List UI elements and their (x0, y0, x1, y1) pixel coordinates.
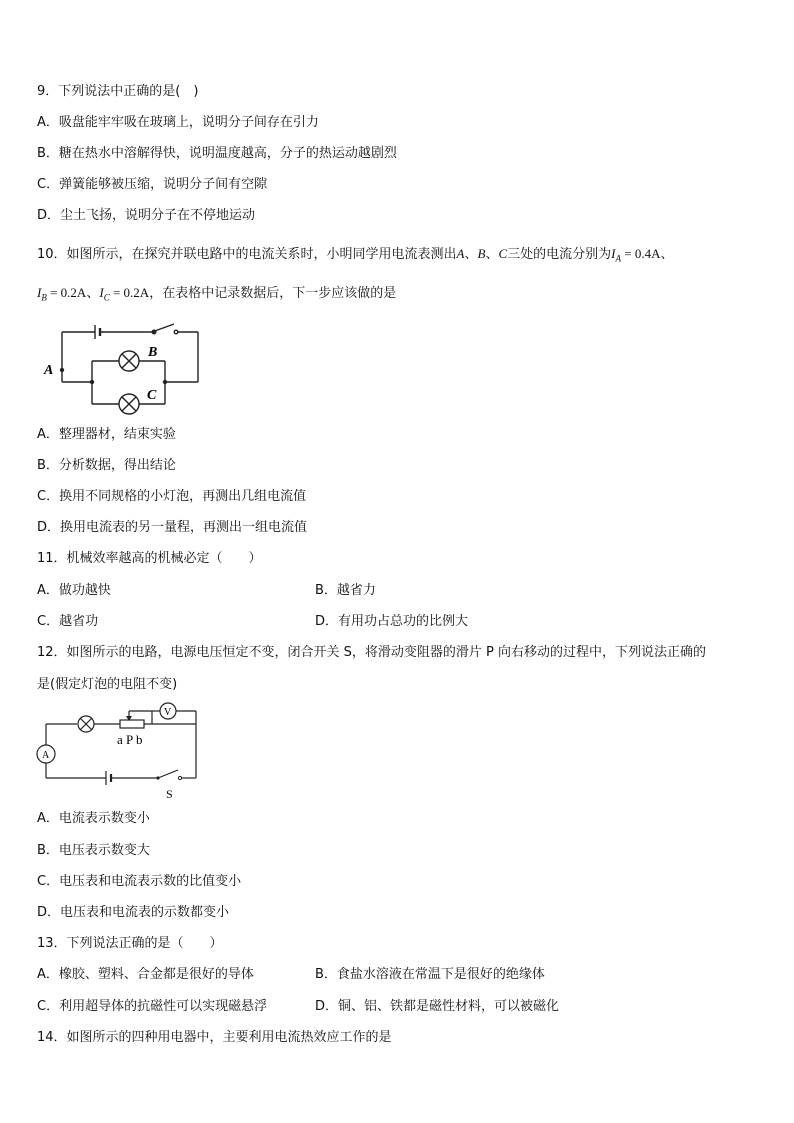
q10-stem-line1 (37, 245, 674, 268)
q14-stem: 14．如图所示的四种用电器中，主要利用电流热效应工作的是 (37, 1030, 392, 1045)
q9-option-d[interactable]: D．尘土飞扬，说明分子在不停地运动 (37, 208, 256, 223)
q10-option-b[interactable]: B．分析数据，得出结论 (37, 458, 176, 473)
q10-sep: 、 (660, 247, 674, 262)
q10-ic-value: = 0.2A (109, 285, 150, 300)
q11-option-d[interactable]: D．有用功占总功的比例大 (315, 614, 469, 629)
q10-ia-sub: A (615, 253, 622, 264)
q9-option-c[interactable]: C．弹簧能够被压缩，说明分子间有空隙 (37, 177, 268, 192)
q10-parallel-circuit-diagram (40, 318, 210, 418)
fig-rheostat-labels: a P b (117, 732, 143, 747)
q10-ia-symbol: I (611, 246, 616, 261)
q12-option-b[interactable]: B．电压表示数变大 (37, 843, 150, 858)
q10-option-a[interactable]: A．整理器材，结束实验 (37, 427, 176, 442)
q10-stem-line2 (37, 284, 396, 307)
q10-ic-symbol: I (99, 285, 104, 300)
q10-ib-symbol: I (37, 285, 42, 300)
fig-voltmeter-label: V (164, 707, 172, 718)
q13-stem: 13．下列说法正确的是（ ） (37, 936, 223, 951)
q10-ic-sub: C (103, 292, 110, 303)
q13-option-a[interactable]: A．橡胶、塑料、合金都是很好的导体 (37, 967, 254, 982)
q10-point-a: A (456, 246, 465, 261)
q10-sep: 、 (464, 247, 478, 262)
q10-ia-value: = 0.4A (621, 246, 661, 261)
q10-stem-text: 三处的电流分别为 (507, 247, 612, 262)
fig-label-b: B (148, 345, 158, 360)
q10-stem-text: ，在表格中记录数据后，下一步应该做的是 (149, 286, 397, 301)
q12-option-a[interactable]: A．电流表示数变小 (37, 811, 150, 826)
q13-option-c[interactable]: C．利用超导体的抗磁性可以实现磁悬浮 (37, 999, 268, 1014)
q10-option-c[interactable]: C．换用不同规格的小灯泡，再测出几组电流值 (37, 489, 307, 504)
q11-option-a[interactable]: A．做功越快 (37, 583, 111, 598)
q13-option-d[interactable]: D．铜、铝、铁都是磁性材料，可以被磁化 (315, 999, 560, 1014)
q9-option-b[interactable]: B．糖在热水中溶解得快，说明温度越高，分子的热运动越剧烈 (37, 146, 397, 161)
q10-point-c: C (498, 246, 508, 261)
q11-option-b[interactable]: B．越省力 (315, 583, 376, 598)
q12-stem-line1: 12．如图所示的电路，电源电压恒定不变，闭合开关 S，将滑动变阻器的滑片 P 向右移动的过程中，下列说法正确的 (37, 645, 707, 660)
q10-sep: 、 (86, 286, 100, 301)
q12-stem-line2: 是(假定灯泡的电阻不变) (37, 677, 178, 692)
q13-option-b[interactable]: B．食盐水溶液在常温下是很好的绝缘体 (315, 967, 545, 982)
fig-label-a: A (44, 363, 54, 378)
q9-stem: 9．下列说法中正确的是( ) (37, 84, 199, 99)
q10-option-d[interactable]: D．换用电流表的另一量程，再测出一组电流值 (37, 520, 308, 535)
q12-option-c[interactable]: C．电压表和电流表示数的比值变小 (37, 874, 242, 889)
q12-option-d[interactable]: D．电压表和电流表的示数都变小 (37, 905, 230, 920)
fig-label-c: C (147, 388, 157, 403)
q10-sep: 、 (485, 247, 499, 262)
q11-option-c[interactable]: C．越省功 (37, 614, 99, 629)
rheostat-resistor (120, 720, 144, 728)
q10-ib-value: = 0.2A (46, 285, 87, 300)
q10-stem-text: 10．如图所示，在探究并联电路中的电流关系时，小明同学用电流表测出 (37, 247, 457, 262)
q10-ib-sub: B (41, 292, 47, 303)
q9-option-a[interactable]: A．吸盘能牢牢吸在玻璃上，说明分子间存在引力 (37, 115, 319, 130)
fig-switch-label: S (166, 787, 173, 801)
fig-ammeter-label: A (42, 750, 50, 761)
q12-rheostat-circuit-diagram (34, 700, 204, 805)
q11-stem: 11．机械效率越高的机械必定（ ） (37, 551, 262, 566)
q10-point-b: B (477, 246, 486, 261)
